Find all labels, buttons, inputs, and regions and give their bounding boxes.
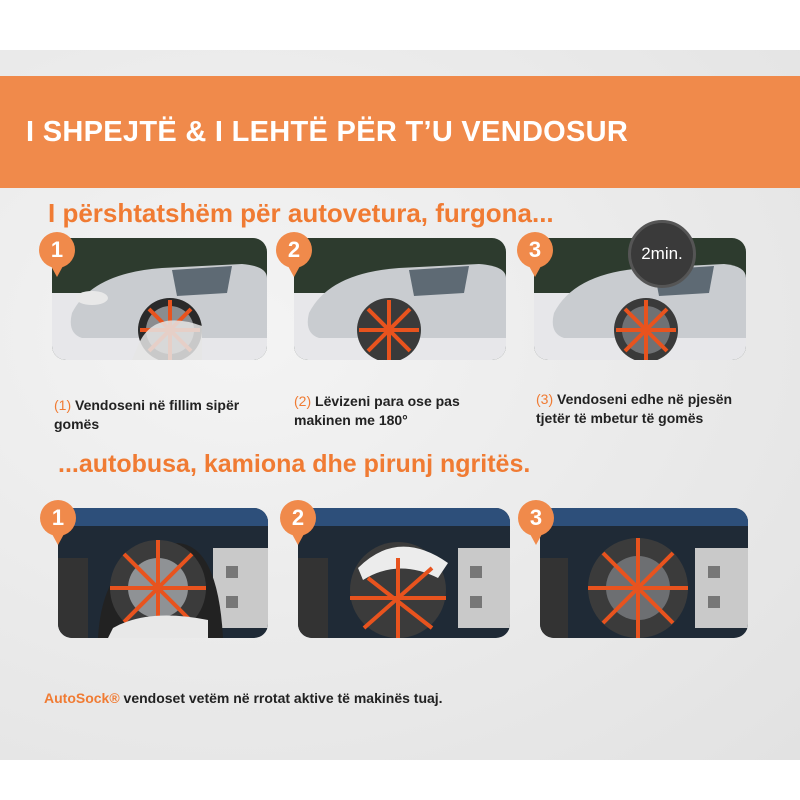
car-step-1-badge: 1 <box>39 232 75 268</box>
truck-step-1-photo <box>58 508 268 638</box>
footer-note <box>44 690 443 706</box>
car-step-2-text: Lëvizeni para ose pas makinen me 180° <box>294 393 460 428</box>
brand-name: AutoSock® <box>44 690 120 706</box>
truck-step-2-badge: 2 <box>280 500 316 536</box>
car-step-1-caption <box>54 396 284 434</box>
car-step-1-photo <box>52 238 267 360</box>
car-step-3-number: (3) <box>536 391 554 407</box>
page-title: I SHPEJTË & I LEHTË PËR T’U VENDOSUR <box>26 116 629 148</box>
car-step-3-badge: 3 <box>517 232 553 268</box>
car-section-heading: I përshtatshëm për autovetura, furgona... <box>48 198 554 228</box>
car-step-3-text: Vendoseni edhe në pjesën tjetër të mbetur të gomës <box>536 391 733 426</box>
car-step-3-caption <box>536 390 764 428</box>
car-step-1-text: Vendoseni në fillim sipër gomës <box>54 397 240 432</box>
truck-step-1-badge: 1 <box>40 500 76 536</box>
truck-section-heading: ...autobusa, kamiona dhe pirunj ngritës. <box>58 450 531 478</box>
car-step-2-caption <box>294 392 494 430</box>
stopwatch-icon <box>628 220 696 288</box>
footer-text: vendoset vetëm në rrotat aktive të makinës tuaj. <box>123 690 443 706</box>
truck-step-2-photo <box>298 508 510 638</box>
car-step-2-number: (2) <box>294 393 312 409</box>
truck-step-3-photo <box>540 508 748 638</box>
car-step-2-photo <box>294 238 506 360</box>
car-step-2-badge: 2 <box>276 232 312 268</box>
truck-step-3-badge: 3 <box>518 500 554 536</box>
car-step-1-number: (1) <box>54 397 72 413</box>
timer-label: 2min. <box>641 244 683 263</box>
